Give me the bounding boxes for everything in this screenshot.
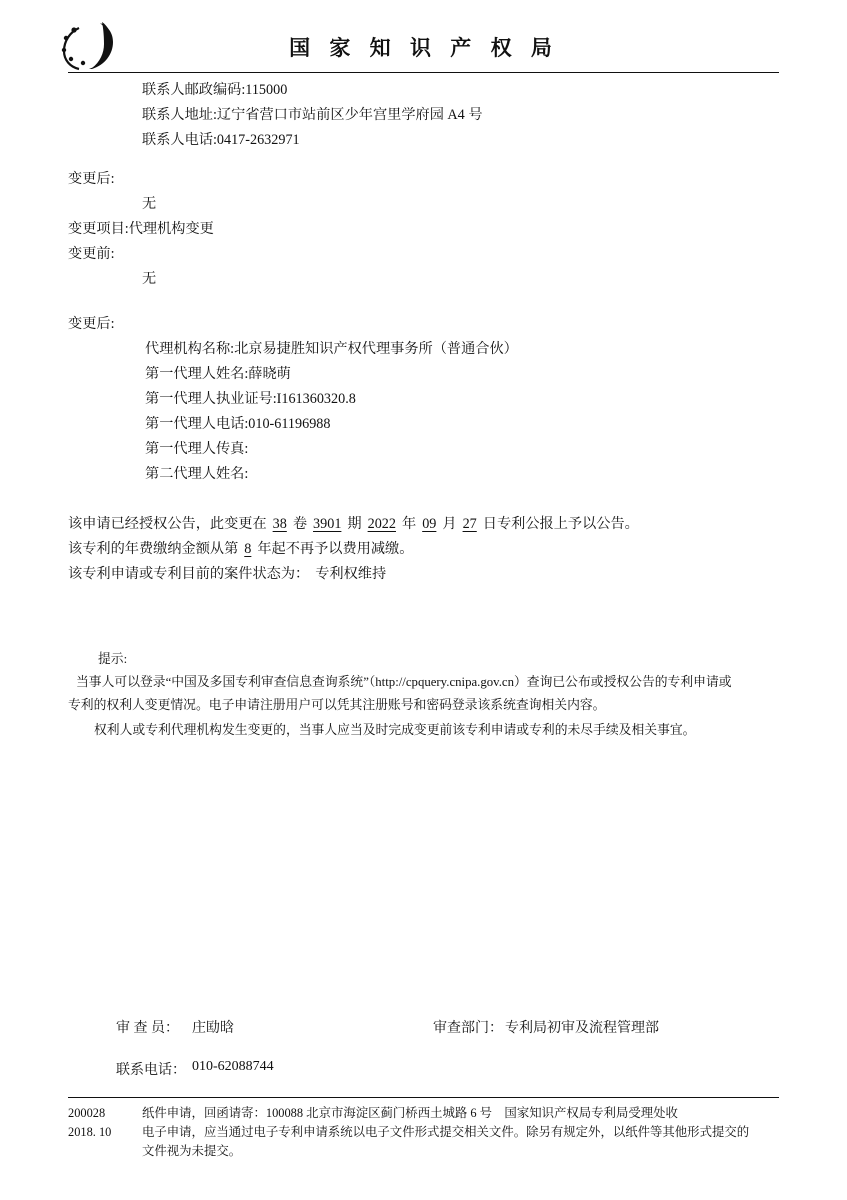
statement-month: 09 — [422, 516, 437, 532]
after-change-label-2: 变更后: — [68, 316, 115, 332]
department-name: 专利局初审及流程管理部 — [505, 1021, 659, 1036]
tips-paragraph-1-line-1: 当事人可以登录“中国及多国专利审查信息查询系统”（http://cpquery.cnipa.gov.cn）查询已公布或授权公告的专利申请或 — [76, 675, 732, 689]
footer-code: 200028 — [68, 1106, 106, 1120]
contact-phone-value: 010-62088744 — [192, 1059, 274, 1074]
statement-fee — [68, 537, 413, 562]
statement-case-status — [68, 562, 386, 587]
statement-issue: 3901 — [313, 516, 342, 532]
first-agent-phone-row: 第一代理人电话:010-61196988 — [145, 416, 331, 432]
statement-fee-a: 该专利的年费缴纳金额从第 — [68, 541, 239, 557]
second-agent-name-row: 第二代理人姓名: — [145, 466, 249, 482]
statement-announcement-a: 该申请已经授权公告，此变更在 — [68, 516, 267, 532]
statement-day: 27 — [462, 516, 477, 532]
change-item-label: 变更项目:代理机构变更 — [68, 221, 214, 237]
first-agent-name-row: 第一代理人姓名:薛晓萌 — [145, 366, 291, 382]
examiner-name: 庄劻晗 — [192, 1021, 234, 1036]
tips-paragraph-2: 权利人或专利代理机构发生变更的，当事人应当及时完成变更前该专利申请或专利的未尽手续及相关事宜。 — [94, 723, 696, 737]
document-header — [0, 14, 847, 70]
statement-status-label: 该专利申请或专利目前的案件状态为： — [68, 566, 310, 582]
footer-line-3: 文件视为未提交。 — [142, 1144, 242, 1158]
statement-year: 2022 — [367, 516, 396, 532]
agency-name-row: 代理机构名称:北京易捷胜知识产权代理事务所（普通合伙） — [145, 341, 518, 357]
footer-date: 2018. 10 — [68, 1125, 112, 1139]
bottom-rule — [68, 1097, 779, 1098]
tips-paragraph-1-line-2: 专利的权利人变更情况。电子申请注册用户可以凭其注册账号和密码登录该系统查询相关内容。 — [68, 698, 606, 712]
statement-year-unit: 年 — [401, 516, 417, 532]
before-change-value: 无 — [142, 271, 157, 287]
footer-line-1: 纸件申请，回函请寄：100088 北京市海淀区蓟门桥西土城路 6 号 国家知识产权局专利局受理处收 — [142, 1106, 678, 1120]
statement-status-value: 专利权维持 — [315, 566, 387, 582]
first-agent-fax-row: 第一代理人传真: — [145, 441, 249, 457]
footer-line-2: 电子申请，应当通过电子专利申请系统以电子文件形式提交相关文件。除另有规定外，以纸件等其他形式提交的 — [142, 1125, 750, 1139]
after-change-value-1: 无 — [142, 196, 157, 212]
statement-announcement — [68, 512, 639, 537]
contact-postcode: 联系人邮政编码:115000 — [142, 82, 288, 98]
page-title: 国 家 知 识 产 权 局 — [289, 35, 558, 60]
statement-issue-unit: 期 — [347, 516, 362, 532]
statement-volume-unit: 卷 — [292, 516, 308, 532]
department-label: 审查部门： — [433, 1021, 503, 1036]
statement-fee-b: 年起不再予以费用减缴。 — [257, 541, 414, 557]
examiner-label: 审 查 员： — [116, 1021, 179, 1036]
tips-title: 提示: — [98, 652, 128, 666]
before-change-label: 变更前: — [68, 246, 115, 262]
contact-phone-label: 联系电话： — [116, 1063, 186, 1078]
statement-announcement-tail: 日专利公报上予以公告。 — [482, 516, 639, 532]
statement-month-unit: 月 — [442, 516, 457, 532]
statement-fee-year: 8 — [244, 541, 252, 557]
top-rule — [68, 72, 779, 73]
contact-phone: 联系人电话:0417-2632971 — [142, 132, 300, 148]
first-agent-license-row: 第一代理人执业证号:I161360320.8 — [145, 391, 356, 407]
contact-address: 联系人地址:辽宁省营口市站前区少年宫里学府园 A4 号 — [142, 107, 483, 123]
statement-volume: 38 — [272, 516, 287, 532]
after-change-label-1: 变更后: — [68, 171, 115, 187]
